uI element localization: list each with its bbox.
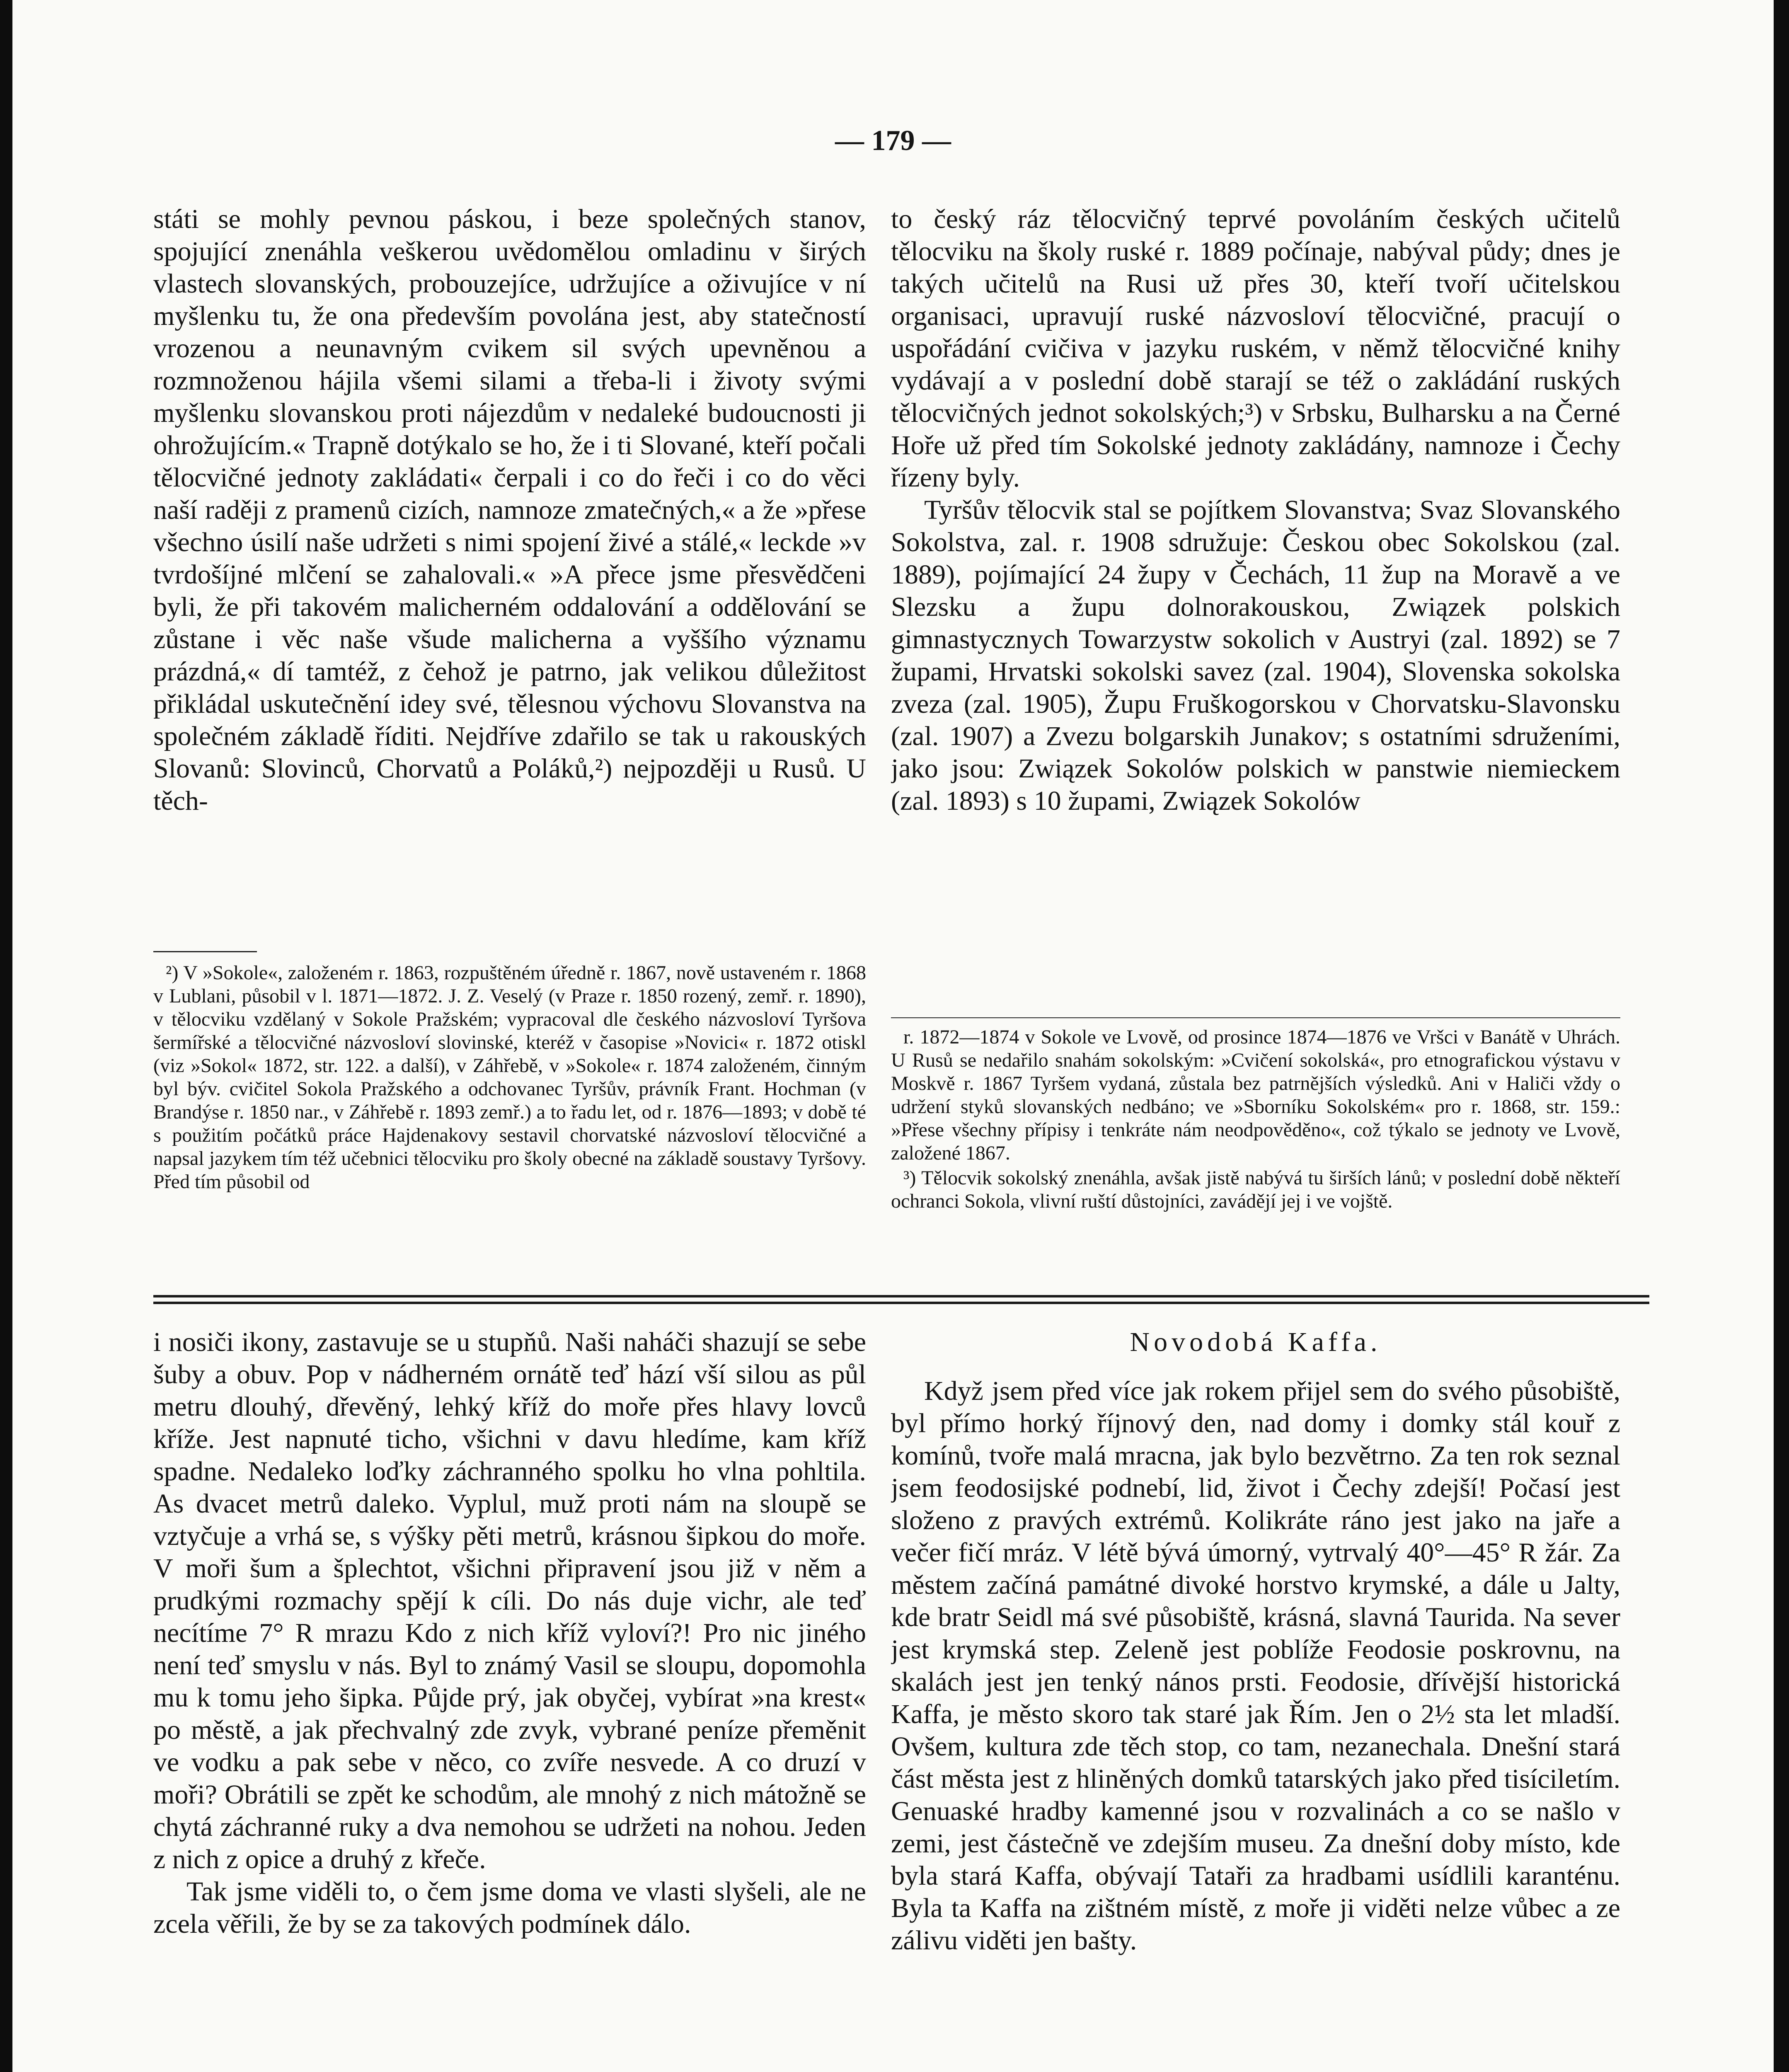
left-paragraph: státi se mohly pevnou páskou, i beze společných stanov, spojující znenáhla veškerou uvědomělou omladinu v širých vlastech slovanských, probouzejíce, udržujíce a oživujíce v ní myšlenku tu, že ona především povolána jest, aby statečností vrozenou a neunavným cvikem sil svých upevněnou a rozmnoženou hájila všemi silami a třeba-li i životy svými myšlenku slovanskou proti nájezdům v nedaleké budoucnosti ji ohrožujícím.« Trapně dotýkalo se ho, že i ti Slované, kteří počali tělocvičné jednoty zakládati« čerpali i co do řeči i co do věci naší raději z pramenů cizích, namnoze zmatečných,« a že »přese všechno úsilí naše udržeti s nimi spojení živé a stálé,« leckde »v tvrdošíjné mlčení se zahalovali.« »A přece jsme přesvědčeni byli, že při takovém malicherném oddalování a oddělování se zůstane i věc naše všude malicherna a vyššího významu prázdná,« dí tamtéž, z čehož je patrno, jak velikou důležitost přikládal uskutečnění idey své, tělesnou výchovu Slovanstva na společném základě říditi. Nejdříve zdařilo se tak u rakouských Slovanů: Slovinců, Chorvatů a Poláků,²) nejpozději u Rusů. U těch-: [153, 204, 866, 816]
footnote-continued: r. 1872—1874 v Sokole ve Lvově, od prosince 1874—1876 ve Vršci v Banátě v Uhrách. U Rusů se nedařilo snahám sokolským: »Cvičení sokolská«, pro etnografickou výstavu v Moskvě r. 1867 Tyršem vydaná, zůstala bez patrnějších výsledků. Ani v Haliči vždy o udržení styků slovanských nedbáno; ve »Sborníku Sokolském« pro r. 1868, str. 159.: »Přese všechny přípisy i tenkráte nám neodpověděno«, což týkalo se jednoty ve Lvově, založené 1867.: [891, 1026, 1620, 1164]
right-paragraph-1: to český ráz tělocvičný teprvé povoláním českých učitelů tělocviku na školy ruské r. 1889 počínaje, nabýval půdy; dnes je takých učitelů na Rusi už přes 30, kteří tvoří učitelskou organisaci, upravují ruské názvosloví tělocvičné, pracují o uspořádání cvičiva v jazyku ruském, v němž tělocvičné knihy vydávají a v poslední době starají se též o zakládání ruských tělocvičných jednot sokolských;³) v Srbsku, Bulharsku a na Černé Hoře už před tím Sokolské jednoty zakládány, namnoze i Čechy řízeny byly.: [891, 204, 1620, 493]
footnote-rule-right: [891, 1017, 1620, 1018]
footnote-rule: [153, 951, 257, 952]
right-paragraph-2: Tyršův tělocvik stal se pojítkem Slovanstva; Svaz Slovanského Sokolstva, zal. r. 1908 sdružuje: Českou obec Sokolskou (zal. 1889), pojímající 24 župy v Čechách, 11 žup na Moravě a ve Slezsku a župu dolnorakouskou, Związek polskich gimnastycznych Towarzystw sokolich v Austryi (zal. 1892) se 7 župami, Hrvatski sokolski savez (zal. 1904), Slovenska sokolska zveza (zal. 1905), Župu Fruškogorskou v Chorvatsku-Slavonsku (zal. 1907) a Zvezu bolgarskih Junakov; s ostatními sdruženími, jako jsou: Związek Sokolów polskich w panstwie niemieckem (zal. 1893) s 10 župami, Związek Sokolów: [891, 495, 1620, 816]
left-lower-paragraph-2: Tak jsme viděli to, o čem jsme doma ve vlasti slyšeli, ale ne zcela věřili, že by se za takových podmínek dálo.: [153, 1876, 866, 1939]
left-column-text: [153, 203, 866, 941]
footnote-2: ²) V »Sokole«, založeném r. 1863, rozpuštěném úředně r. 1867, nově ustaveném r. 1868 v Lublani, působil v l. 1871—1872. J. Z. Veselý (v Praze r. 1850 rozený, zemř. r. 1890), v tělocviku vzdělaný v Sokole Pražském; vypracoval dle českého názvosloví Tyršova šermířské a tělocvičné názvosloví slovinské, kteréž v časopise »Novici« r. 1872 otiskl (viz »Sokol« 1872, str. 122. a další), v Záhřebě, v »Sokole« r. 1874 založeném, činným byl býv. cvičitel Sokola Pražského a odchovanec Tyršův, právník Frant. Hochman (v Brandýse r. 1850 nar., v Záhřebě r. 1893 zemř.) a to řadu let, od r. 1876—1893; v době té s použitím počátků práce Hajdenakovy sestavil chorvatské názvosloví tělocvičné a napsal jazykem tím též učebnici tělocviku pro školy obecné na základě soustavy Tyršovy. Před tím působil od: [153, 962, 866, 1193]
right-lower-text: [891, 1326, 1620, 2072]
page-number: — 179 —: [835, 125, 951, 157]
right-column-text: [891, 203, 1620, 1011]
footnote-3: ³) Tělocvik sokolský znenáhla, avšak jistě nabývá tu širších lánů; v poslední době někteří ochranci Sokola, vlivní ruští důstojníci, zavádějí jej i ve vojště.: [891, 1167, 1620, 1212]
left-lower-text: [153, 1326, 866, 2064]
page: [12, 0, 1774, 2072]
right-footnote: [891, 1026, 1620, 1291]
section-divider: [153, 1295, 1649, 1304]
left-lower-paragraph-1: i nosiči ikony, zastavuje se u stupňů. Naši naháči shazují se sebe šuby a obuv. Pop v nádherném ornátě teď hází vší silou as půl metru dlouhý, dřevěný, lehký kříž do moře přes hlavy lovců kříže. Jest napnuté ticho, všichni v davu hledíme, kam kříž spadne. Nedaleko loďky záchranného spolku ho vlna pohltila. As dvacet metrů daleko. Vyplul, muž proti nám na sloupě se vztyčuje a vrhá se, s výšky pěti metrů, krásnou šipkou do moře. V moři šum a šplechtot, všichni připravení jsou již v něm a prudkými rozmachy spějí k cíli. Do nás duje vichr, ale teď necítíme 7° R mrazu Kdo z nich kříž vyloví?! Pro nic jiného není teď smyslu v nás. Byl to známý Vasil se sloupu, dopomohla mu k tomu jeho šipka. Půjde prý, jak obyčej, vybírat »na krest« po městě, a jak přechvalný zde zvyk, vybrané peníze přeměnit ve vodku a pak sebe v něco, co zvíře nesvede. A co druzí v moři? Obrátili se zpět ke schodům, ale mnohý z nich mátožně se chytá záchranné ruky a dva nemohou se udržeti na nohou. Jeden z nich z opice a druhý z křeče.: [153, 1327, 866, 1874]
article-paragraph: Když jsem před více jak rokem přijel sem do svého působiště, byl přímo horký říjnový den, nad domy i domky stál kouř z komínů, tvoře malá mracna, jak bylo bezvětrno. Za ten rok seznal jsem feodosijské podnebí, lid, život i Čechy zdejší! Počasí jest složeno z pravých extrémů. Kolikráte ráno jest jako na jaře a večer fičí mráz. V létě bývá úmorný, vytrvalý 40°—45° R žár. Za městem začíná památné divoké horstvo krymské, a dále u Jalty, kde bratr Seidl má své působiště, krásná, slavná Taurida. Na sever jest krymská step. Zeleně jest poblíže Feodosie poskrovnu, na skalách jest jen tenký nános prsti. Feodosie, dřívější historická Kaffa, je město skoro tak staré jak Řím. Jen o 2½ sta let mladší. Ovšem, kultura zde těch stop, co tam, nezanechala. Dnešní stará část města jest z hliněných domků tatarských jako před tisíciletím. Genuaské hradby kamenné jsou v rozvalinách a co se našlo v zemi, jest částečně ve zdejším museu. Za dnešní doby místo, kde byla stará Kaffa, obývají Tataři za hradbami usídlili karanténu. Byla ta Kaffa na zištném místě, z moře ji viděti nelze vůbec a ze zálivu viděti jen bašty.: [891, 1376, 1620, 1956]
article-heading: Novodobá Kaffa.: [1130, 1327, 1382, 1357]
left-footnote: [153, 961, 866, 1293]
